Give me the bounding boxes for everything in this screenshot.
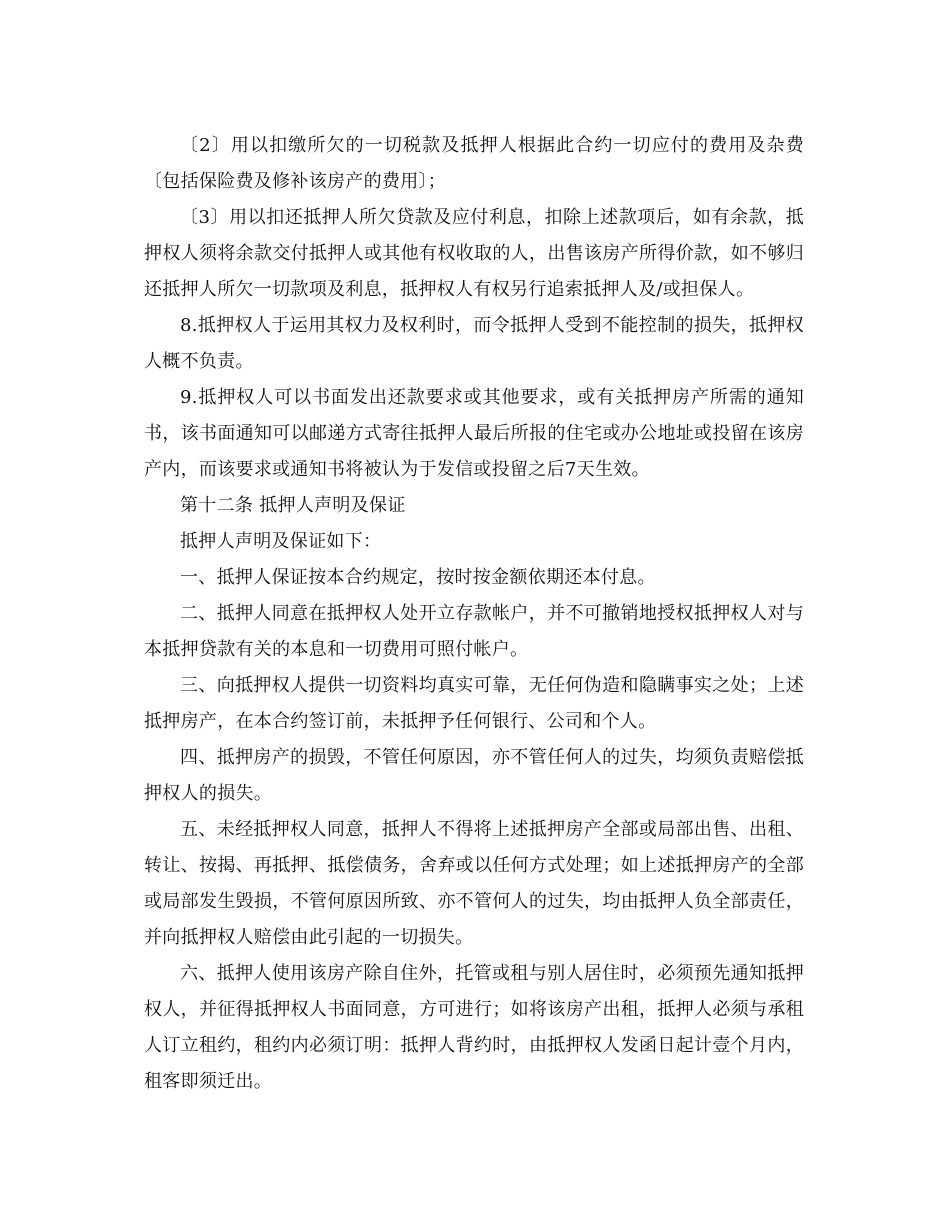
paragraph-clause-2: 〔2〕用以扣缴所欠的一切税款及抵押人根据此合约一切应付的费用及杂费〔包括保险费及修补该房产的费用〕；: [144, 135, 804, 192]
paragraph-declaration-4: 四、抵押房产的损毁，不管任何原因，亦不管任何人的过失，均须负责赔偿抵押权人的损失。: [144, 747, 804, 804]
paragraph-declaration-1: 一、抵押人保证按本合约规定，按时按金额依期还本付息。: [180, 567, 656, 588]
paragraph-declaration-5: 五、未经抵押权人同意，抵押人不得将上述抵押房产全部或局部出售、出租、转让、按揭、再抵押、抵偿债务，舍弃或以任何方式处理；如上述抵押房产的全部或局部发生毁损，不管何原因所致、亦不管何人的过失，均由抵押人负全部责任，并向抵押权人赔偿由此引起的一切损失。: [144, 819, 804, 948]
section-heading-article-12: 第十二条 抵押人声明及保证: [180, 495, 406, 516]
paragraph-item-9: 9.抵押权人可以书面发出还款要求或其他要求，或有关抵押房产所需的通知书，该书面通知可以邮递方式寄往抵押人最后所报的住宅或办公地址或投留在该房产内，而该要求或通知书将被认为于发信或投留之后7天生效。: [144, 387, 804, 480]
paragraph-declaration-3: 三、向抵押权人提供一切资料均真实可靠，无任何伪造和隐瞒事实之处；上述抵押房产，在本合约签订前，未抵押予任何银行、公司和个人。: [144, 675, 804, 732]
document-body: [144, 128, 804, 1100]
paragraph-clause-3: 〔3〕用以扣还抵押人所欠贷款及应付利息，扣除上述款项后，如有余款，抵押权人须将余款交付抵押人或其他有权收取的人，出售该房产所得价款，如不够归还抵押人所欠一切款项及利息，抵押权人有权另行追索抵押人及/或担保人。: [144, 207, 804, 300]
paragraph-item-8: 8.抵押权人于运用其权力及权利时，而令抵押人受到不能控制的损失，抵押权人概不负责。: [144, 315, 804, 372]
paragraph-declaration-intro: 抵押人声明及保证如下：: [180, 531, 382, 552]
paragraph-declaration-6: 六、抵押人使用该房产除自住外，托管或租与别人居住时，必须预先通知抵押权人，并征得抵押权人书面同意，方可进行；如将该房产出租，抵押人必须与承租人订立租约，租约内必须订明：抵押人背约时，由抵押权人发函日起计壹个月内，租客即须迁出。: [144, 963, 804, 1092]
paragraph-declaration-2: 二、抵押人同意在抵押权人处开立存款帐户，并不可撤销地授权抵押权人对与本抵押贷款有关的本息和一切费用可照付帐户。: [144, 603, 804, 660]
